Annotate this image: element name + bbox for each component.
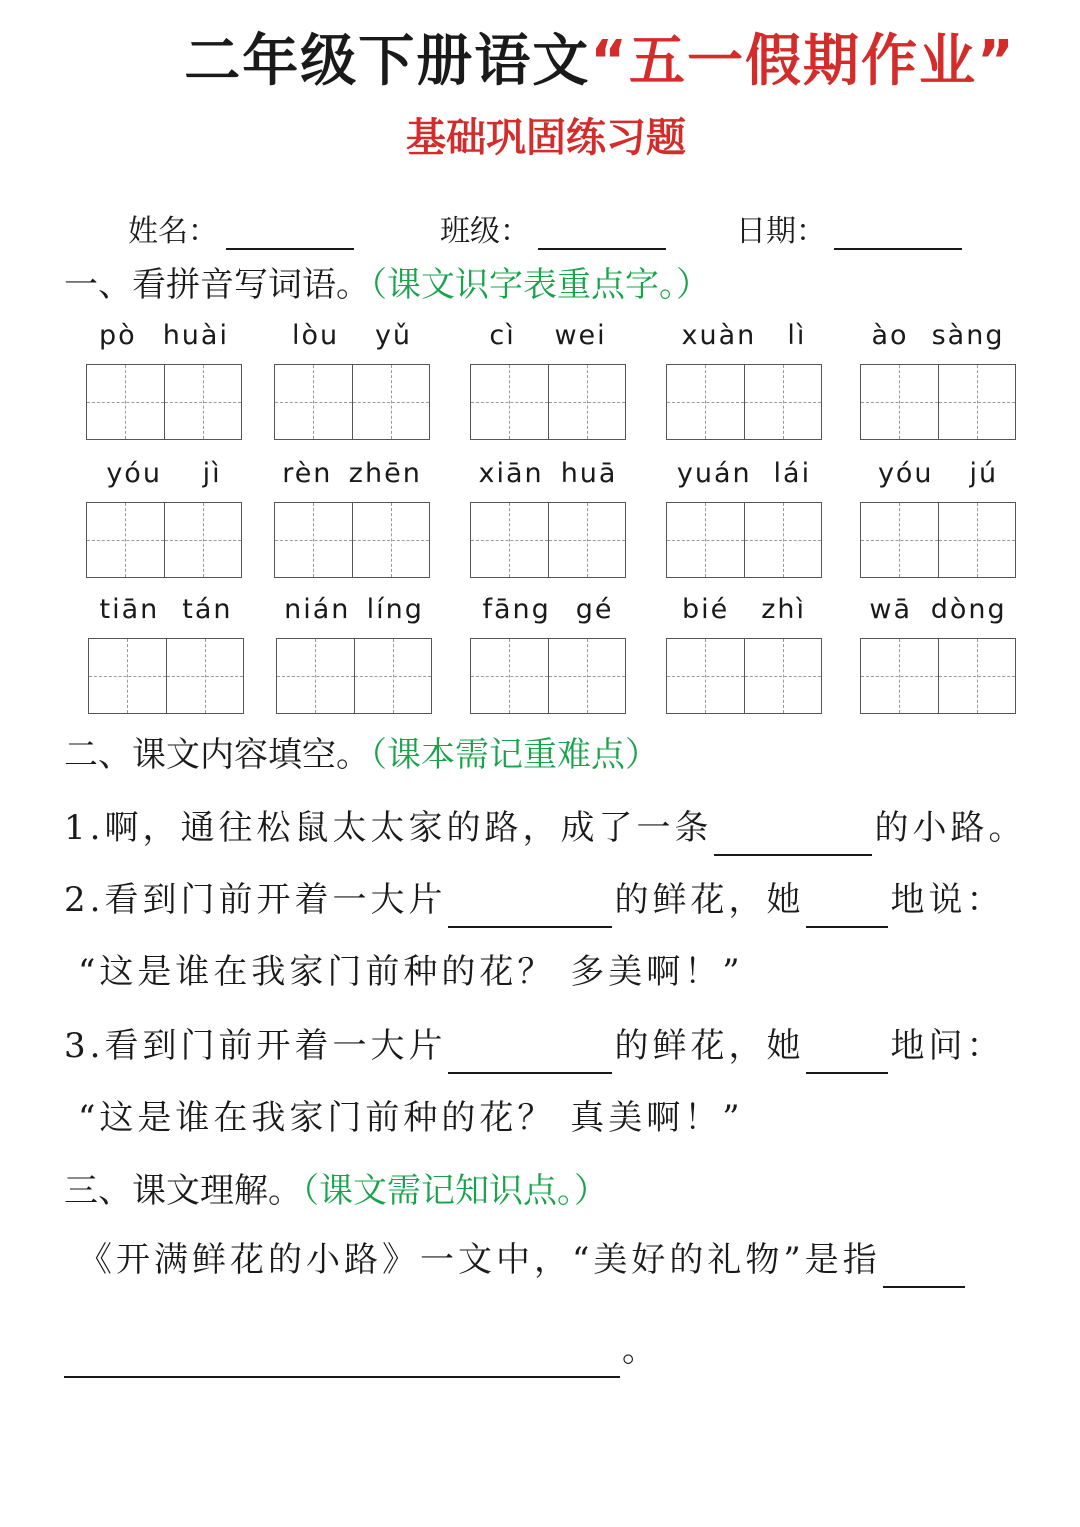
class-blank[interactable] xyxy=(538,214,666,250)
word-item xyxy=(860,316,1016,356)
writing-boxes[interactable] xyxy=(470,364,626,440)
section1-heading xyxy=(64,260,710,310)
question-3 xyxy=(64,1018,1004,1074)
pinyin: wei xyxy=(554,320,607,351)
pinyin: yóu xyxy=(877,458,934,489)
pinyin: xuàn xyxy=(681,320,757,351)
section3-note: （课文需记知识点。） xyxy=(302,1171,608,1211)
section2-heading xyxy=(64,730,659,780)
pinyin: jì xyxy=(202,458,222,489)
pinyin: nián xyxy=(284,594,351,625)
pinyin: líng xyxy=(366,594,424,625)
word-item xyxy=(86,316,242,356)
writing-boxes[interactable] xyxy=(470,638,626,714)
pinyin: dòng xyxy=(930,594,1007,625)
pinyin: bié xyxy=(681,594,730,625)
section3-blank-1[interactable] xyxy=(883,1246,965,1288)
q3-text-c: 地问： xyxy=(890,1026,1005,1066)
word-item xyxy=(666,590,822,630)
pinyin: ào xyxy=(871,320,909,351)
writing-boxes[interactable] xyxy=(860,638,1016,714)
word-item xyxy=(470,454,626,494)
writing-boxes[interactable] xyxy=(470,502,626,578)
section3-end-mark: 。 xyxy=(622,1330,660,1370)
pinyin: wā xyxy=(869,594,912,625)
page-subtitle: 基础巩固练习题 xyxy=(406,115,686,161)
word-item xyxy=(86,454,242,494)
q1-blank[interactable] xyxy=(714,814,872,856)
writing-boxes[interactable] xyxy=(274,502,430,578)
pinyin: rèn xyxy=(282,458,333,489)
q3-text-b: 的鲜花，她 xyxy=(614,1026,805,1066)
name-field xyxy=(128,206,354,250)
word-item xyxy=(88,590,244,630)
writing-boxes[interactable] xyxy=(666,638,822,714)
pinyin: lái xyxy=(773,458,812,489)
word-item xyxy=(276,590,432,630)
pinyin: yǔ xyxy=(374,320,413,351)
name-blank[interactable] xyxy=(226,214,354,250)
q3-blank-2[interactable] xyxy=(806,1032,888,1074)
q2-blank-1[interactable] xyxy=(448,886,612,928)
pinyin: jú xyxy=(969,458,999,489)
word-item xyxy=(666,454,822,494)
q1-text-b: 的小路。 xyxy=(874,808,1027,848)
q2-text-c: 地说： xyxy=(890,880,1005,920)
date-field xyxy=(736,206,962,250)
question-1 xyxy=(64,800,1026,856)
pinyin: pò xyxy=(99,320,137,351)
word-item xyxy=(860,454,1016,494)
word-item xyxy=(470,316,626,356)
writing-boxes[interactable] xyxy=(276,638,432,714)
word-item xyxy=(274,454,430,494)
section3-answer-line xyxy=(64,1322,660,1378)
section3-heading xyxy=(64,1166,608,1216)
date-blank[interactable] xyxy=(834,214,962,250)
pinyin: zhēn xyxy=(348,458,422,489)
pinyin: zhì xyxy=(761,594,807,625)
class-field xyxy=(440,206,666,250)
pinyin: fāng xyxy=(482,594,551,625)
q3-text-a: 3.看到门前开着一大片 xyxy=(64,1026,447,1066)
word-item xyxy=(860,590,1016,630)
pinyin-grid xyxy=(0,316,1080,726)
name-label: 姓名： xyxy=(128,214,218,249)
section2-title: 二、课文内容填空。 xyxy=(64,735,370,775)
word-item xyxy=(666,316,822,356)
writing-boxes[interactable] xyxy=(860,364,1016,440)
pinyin: tán xyxy=(182,594,233,625)
pinyin: xiān xyxy=(478,458,544,489)
writing-boxes[interactable] xyxy=(666,364,822,440)
pinyin: yóu xyxy=(106,458,162,489)
section2-note: （课本需记重难点） xyxy=(370,735,659,775)
q2-text-a: 2.看到门前开着一大片 xyxy=(64,880,447,920)
title-highlight: “五一假期作业” xyxy=(590,29,1016,94)
section3-blank-2[interactable] xyxy=(64,1336,620,1378)
section1-title: 一、看拼音写词语。 xyxy=(64,265,370,305)
section3-question-text: 《开满鲜花的小路》一文中，“美好的礼物”是指 xyxy=(78,1240,881,1280)
date-label: 日期： xyxy=(736,214,826,249)
pinyin: cì xyxy=(489,320,516,351)
section1-note: （课文识字表重点字。） xyxy=(370,265,710,305)
writing-boxes[interactable] xyxy=(274,364,430,440)
pinyin: gé xyxy=(575,594,614,625)
writing-boxes[interactable] xyxy=(86,502,242,578)
writing-boxes[interactable] xyxy=(860,502,1016,578)
pinyin: huài xyxy=(162,320,229,351)
q3-blank-1[interactable] xyxy=(448,1032,612,1074)
pinyin: yuán xyxy=(676,458,752,489)
question-2 xyxy=(64,872,1004,928)
q2-blank-2[interactable] xyxy=(806,886,888,928)
section3-question xyxy=(78,1232,967,1288)
q3-quote: “这是谁在我家门前种的花？ 真美啊！” xyxy=(78,1098,744,1138)
section3-title: 三、课文理解。 xyxy=(64,1171,302,1211)
pinyin: lòu xyxy=(291,320,340,351)
pinyin: sàng xyxy=(931,320,1005,351)
writing-boxes[interactable] xyxy=(666,502,822,578)
student-info-row xyxy=(0,206,1080,252)
pinyin: lì xyxy=(787,320,807,351)
pinyin: huā xyxy=(560,458,618,489)
word-item xyxy=(274,316,430,356)
q1-text-a: 1.啊，通往松鼠太太家的路，成了一条 xyxy=(64,808,713,848)
writing-boxes[interactable] xyxy=(86,364,242,440)
q2-quote: “这是谁在我家门前种的花？ 多美啊！” xyxy=(78,952,744,992)
pinyin: tiān xyxy=(99,594,160,625)
class-label: 班级： xyxy=(440,214,530,249)
page-title xyxy=(0,26,1080,98)
word-item xyxy=(470,590,626,630)
title-main: 二年级下册语文 xyxy=(184,29,591,94)
writing-boxes[interactable] xyxy=(88,638,244,714)
q2-text-b: 的鲜花，她 xyxy=(614,880,805,920)
